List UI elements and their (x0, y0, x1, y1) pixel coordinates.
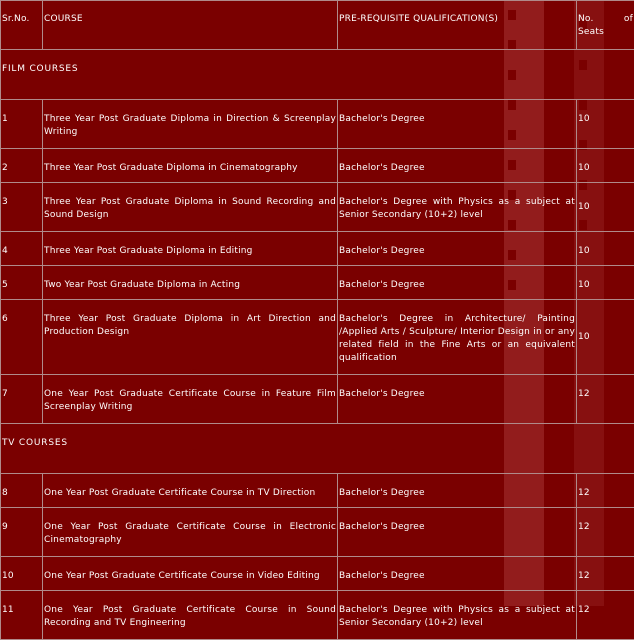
cell-seats: 12 (577, 474, 634, 508)
header-sr-no: Sr.No. (1, 1, 43, 50)
cell-prerequisite: Bachelor's Degree (338, 375, 577, 424)
header-seats-label: Seats (578, 26, 633, 39)
cell-prerequisite: Bachelor's Degree with Physics as a subject at Senior Secondary (10+2) level (338, 183, 577, 232)
cell-seats: 10 (577, 100, 634, 149)
cell-prerequisite: Bachelor's Degree in Architecture/ Painting /Applied Arts / Sculpture/ Interior Design in or any related field in the Fine Arts or an equivalent qualification (338, 300, 577, 375)
cell-course: One Year Post Graduate Certificate Course in Sound Recording and TV Engineering (43, 591, 338, 640)
cell-prerequisite: Bachelor's Degree (338, 149, 577, 183)
cell-course: One Year Post Graduate Certificate Course in TV Direction (43, 474, 338, 508)
cell-sr-no: 1 (1, 100, 43, 149)
cell-seats: 10 (577, 232, 634, 266)
table-row (1, 149, 634, 183)
cell-course: Three Year Post Graduate Diploma in Direction & Screenplay Writing (43, 100, 338, 149)
header-prerequisite: PRE-REQUISITE QUALIFICATION(S) (338, 1, 577, 50)
cell-seats: 12 (577, 375, 634, 424)
table-row (1, 100, 634, 149)
cell-prerequisite: Bachelor's Degree (338, 557, 577, 591)
cell-sr-no: 7 (1, 375, 43, 424)
header-seats-no: No. (578, 13, 594, 26)
cell-sr-no: 3 (1, 183, 43, 232)
table-row (1, 300, 634, 375)
cell-sr-no: 5 (1, 266, 43, 300)
header-course: COURSE (43, 1, 338, 50)
table-row (1, 375, 634, 424)
cell-seats: 12 (577, 557, 634, 591)
cell-sr-no: 6 (1, 300, 43, 375)
table-row (1, 232, 634, 266)
cell-course: Three Year Post Graduate Diploma in Cinematography (43, 149, 338, 183)
header-seats (577, 1, 634, 50)
cell-seats: 10 (577, 300, 634, 375)
cell-seats: 10 (577, 149, 634, 183)
table-row (1, 474, 634, 508)
cell-prerequisite: Bachelor's Degree (338, 508, 577, 557)
cell-sr-no: 8 (1, 474, 43, 508)
cell-prerequisite: Bachelor's Degree (338, 266, 577, 300)
cell-seats: 10 (577, 266, 634, 300)
cell-sr-no: 2 (1, 149, 43, 183)
cell-sr-no: 10 (1, 557, 43, 591)
cell-course: Two Year Post Graduate Diploma in Acting (43, 266, 338, 300)
table-row (1, 183, 634, 232)
section-title: FILM COURSES (1, 50, 634, 100)
cell-seats: 12 (577, 508, 634, 557)
cell-prerequisite: Bachelor's Degree with Physics as a subject at Senior Secondary (10+2) level (338, 591, 577, 640)
cell-prerequisite: Bachelor's Degree (338, 232, 577, 266)
table-row (1, 557, 634, 591)
cell-seats: 10 (577, 183, 634, 232)
cell-sr-no: 11 (1, 591, 43, 640)
table-row (1, 266, 634, 300)
cell-course: One Year Post Graduate Certificate Course in Electronic Cinematography (43, 508, 338, 557)
cell-prerequisite: Bachelor's Degree (338, 100, 577, 149)
cell-sr-no: 9 (1, 508, 43, 557)
cell-prerequisite: Bachelor's Degree (338, 474, 577, 508)
cell-course: One Year Post Graduate Certificate Course in Video Editing (43, 557, 338, 591)
cell-sr-no: 4 (1, 232, 43, 266)
cell-course: One Year Post Graduate Certificate Course in Feature Film Screenplay Writing (43, 375, 338, 424)
cell-course: Three Year Post Graduate Diploma in Editing (43, 232, 338, 266)
cell-course: Three Year Post Graduate Diploma in Art Direction and Production Design (43, 300, 338, 375)
table-row (1, 591, 634, 640)
cell-course: Three Year Post Graduate Diploma in Sound Recording and Sound Design (43, 183, 338, 232)
table-row (1, 508, 634, 557)
table-header-row (1, 1, 634, 50)
section-title: TV COURSES (1, 424, 634, 474)
section-row (1, 50, 634, 100)
header-seats-of: of (624, 13, 633, 26)
section-row (1, 424, 634, 474)
cell-seats: 12 (577, 591, 634, 640)
